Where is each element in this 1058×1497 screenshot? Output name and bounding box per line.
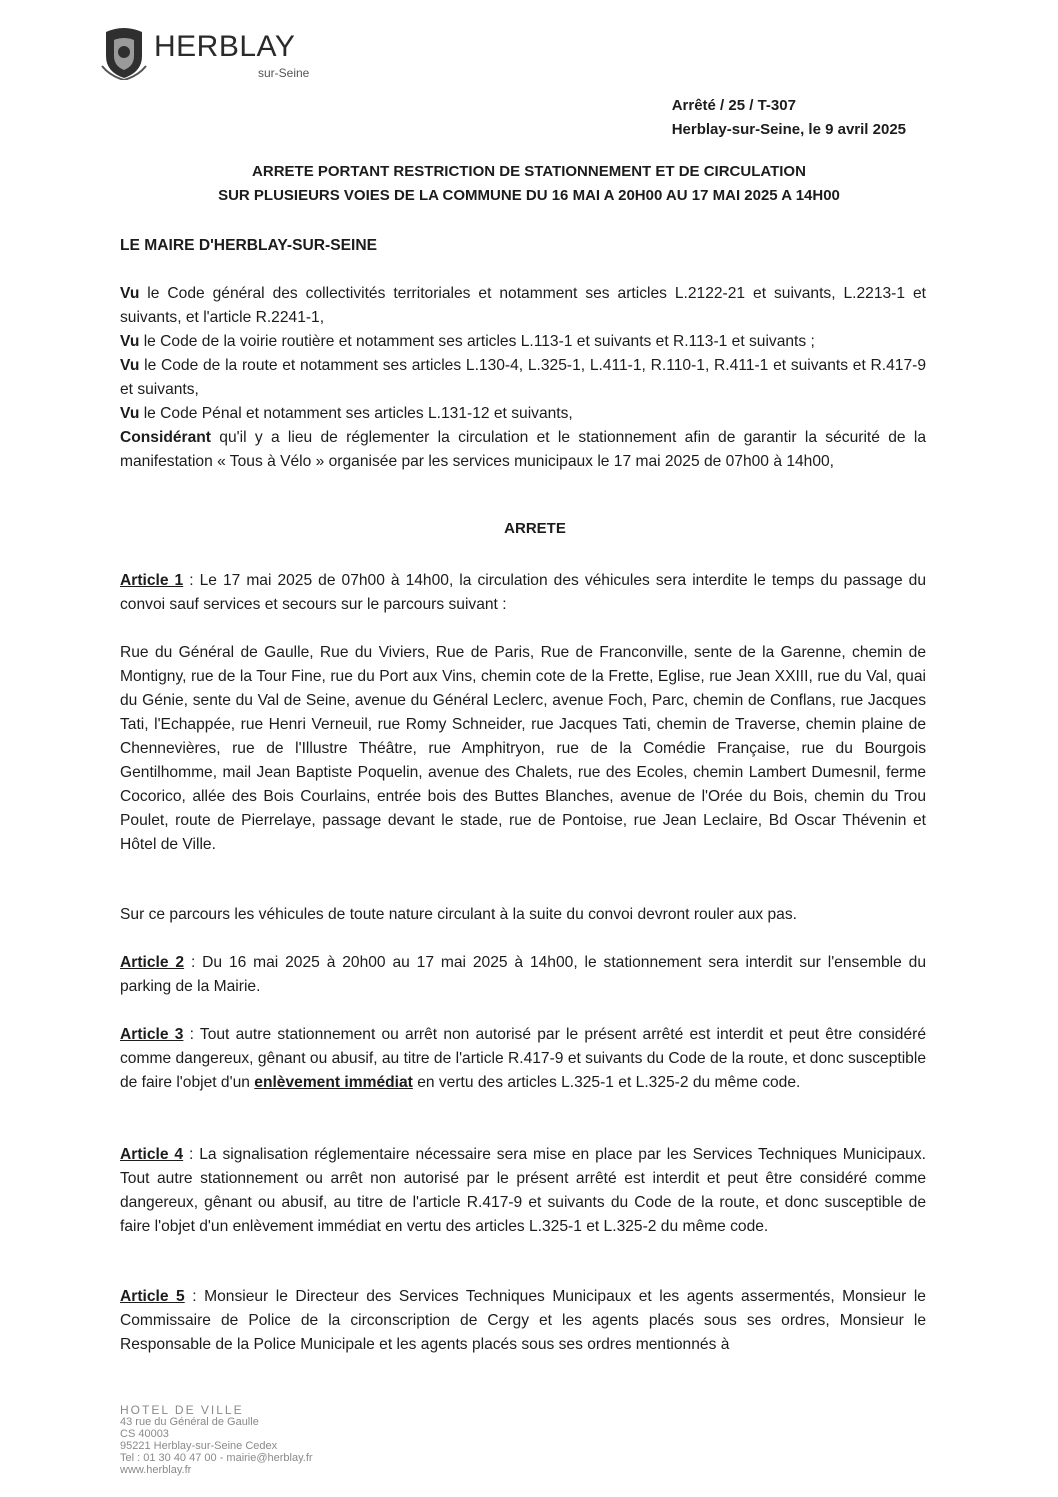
article-text: en vertu des articles L.325-1 et L.325-2 du même code. [412,1074,801,1091]
article-5 [120,1285,926,1357]
document-reference [672,94,906,142]
recital-lead: Vu [120,357,140,374]
title-line-2: SUR PLUSIEURS VOIES DE LA COMMUNE DU 16 MAI A 20H00 AU 17 MAI 2025 A 14H00 [218,187,840,204]
footer-contact: Tel : 01 30 40 47 00 - mairie@herblay.fr [120,1452,313,1464]
article-label: Article 4 [120,1146,184,1163]
recital-text: qu'il y a lieu de réglementer la circulation et le stationnement afin de garantir la sécurité de la manifestation « Tous à Vélo » organisée par les services municipaux le 17 mai 2025 de 07h00 à 14h00, [120,429,926,470]
recital [120,330,926,354]
article-2 [120,951,926,999]
recital [120,402,926,426]
recital-text: le Code de la voirie routière et notamment ses articles L.113-1 et suivants et R.113-1 et suivants ; [139,333,815,350]
article-3 [120,1023,926,1095]
article-label: Article 5 [120,1288,185,1305]
place-date: Herblay-sur-Seine, le 9 avril 2025 [671,121,906,138]
article-text: : La signalisation réglementaire nécessaire sera mise en place par les Services Techniques Municipaux. Tout autre stationnement ou arrêt non autorisé par le présent arrêté est interdit et peut être considéré comme dangereux, gênant ou abusif, au titre de l'article R.417-9 et suivants du Code de la route, et donc susceptible de faire l'objet d'un enlèvement immédiat en vertu des articles L.325-1 et L.325-2 du même code. [120,1146,926,1235]
logo-subtitle: sur-Seine [258,66,310,80]
footer-heading: HOTEL DE VILLE [120,1403,244,1417]
recital-lead: Considérant [120,429,211,446]
article-1 [120,569,926,617]
recitals [120,282,926,474]
convoy-note [120,903,926,927]
recital-text: le Code de la route et notamment ses articles L.130-4, L.325-1, L.411-1, R.110-1, R.411-1 et suivants et R.417-9 et suivants, [120,357,926,398]
logo-name: HERBLAY [154,30,296,63]
recital [120,282,926,330]
article-text: : Tout autre stationnement ou arrêt non autorisé par le présent arrêté est interdit et peut être considéré comme dangereux, gênant ou abusif, au titre de l'article R.417-9 et suivants du Code de la route, et donc susceptible de faire l'objet d'un [120,1026,926,1091]
article-label: Article 1 [120,572,184,589]
footer-street: 43 rue du Général de Gaulle [120,1416,259,1428]
recital-lead: Vu [120,405,140,422]
recital [120,354,926,402]
logo [100,24,330,84]
city-crest-icon [100,26,148,80]
footer-city: 95221 Herblay-sur-Seine Cedex [120,1440,278,1452]
convoy-note-text: Sur ce parcours les véhicules de toute nature circulant à la suite du convoi devront rouler aux pas. [120,906,797,923]
article-text: : Monsieur le Directeur des Services Techniques Municipaux et les agents assermentés, Monsieur le Commissaire de Police de la circonscription de Cergy et les agents placés sous ses ordres, Monsieur le Responsable de la Police Municipale et les agents placés sous ses ordres mentionnés à [120,1288,926,1353]
decree-number: Arrêté / 25 / T-307 [671,97,796,114]
footer-website: www.herblay.fr [120,1464,192,1476]
footer-address [120,1404,313,1476]
emphasis-removal: enlèvement immédiat [254,1074,413,1091]
recital-lead: Vu [120,285,140,302]
document-title [120,160,938,208]
street-list-text: Rue du Général de Gaulle, Rue du Viviers, Rue de Paris, Rue de Franconville, sente de la Garenne, chemin de Montigny, rue de la Tour Fine, rue du Port aux Vins, chemin cote de la Frette, Eglise, rue Jean XXIII, rue du Val, quai du Génie, sente du Val de Seine, avenue du Général Leclerc, avenue Foch, Parc, chemin de Conflans, rue Jacques Tati, l'Echappée, rue Henri Verneuil, rue Romy Schneider, rue Jacques Tati, chemin de Traverse, chemin plaine de Chennevières, rue de l'Illustre Théâtre, rue Amphitryon, rue de la Comédie Française, rue du Bourgois Gentilhomme, mail Jean Baptiste Poquelin, avenue des Chalets, rue des Ecoles, chemin Lambert Dumesnil, ferme Cocorico, allée des Bois Courlains, entrée bois des Buttes Blanches, avenue de l'Orée du Bois, chemin du Trou Poulet, route de Pierrelaye, passage devant le stade, rue de Pontoise, rue Jean Leclaire, Bd Oscar Thévenin et Hôtel de Ville. [120,644,926,853]
article-label: Article 2 [120,954,185,971]
article-label: Article 3 [120,1026,184,1043]
mayor-heading: LE MAIRE D'HERBLAY-SUR-SEINE [120,237,377,254]
recital-lead: Vu [120,333,140,350]
recital-text: le Code général des collectivités territoriales et notamment ses articles L.2122-21 et suivants, L.2213-1 et suivants, et l'article R.2241-1, [120,285,926,326]
recital-text: le Code Pénal et notamment ses articles L.131-12 et suivants, [139,405,573,422]
recital [120,426,926,474]
arrete-heading: ARRETE [504,520,566,537]
article-text: : Le 17 mai 2025 de 07h00 à 14h00, la circulation des véhicules sera interdite le temps du passage du convoi sauf services et secours sur le parcours suivant : [120,572,926,613]
article-text: : Du 16 mai 2025 à 20h00 au 17 mai 2025 à 14h00, le stationnement sera interdit sur l'ensemble du parking de la Mairie. [120,954,926,995]
footer-cs: CS 40003 [120,1428,169,1440]
article-4 [120,1143,926,1239]
route-street-list [120,641,926,857]
title-line-1: ARRETE PORTANT RESTRICTION DE STATIONNEMENT ET DE CIRCULATION [252,163,806,180]
